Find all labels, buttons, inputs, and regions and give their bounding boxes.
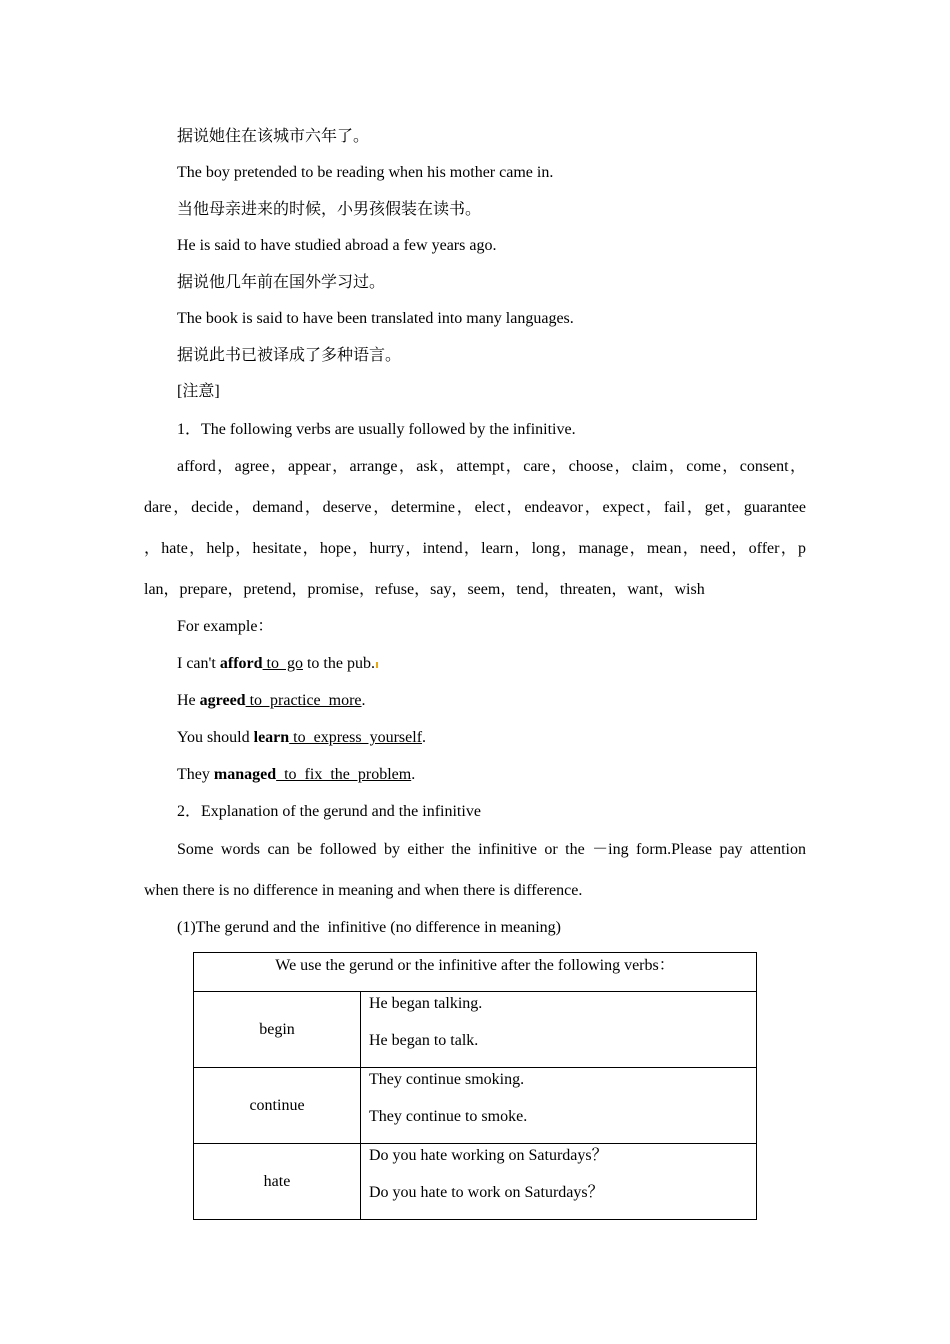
section-heading: 1．The following verbs are usually followed by the infinitive. <box>177 421 576 438</box>
table-header: We use the gerund or the infinitive after the following verbs： <box>194 953 757 992</box>
for-example-label: For example： <box>177 618 274 635</box>
note-label: [注意] <box>177 383 220 400</box>
verb-cell: begin <box>194 992 361 1068</box>
table-row <box>194 1144 757 1220</box>
example-infinitive: to express yourself <box>289 729 423 746</box>
text-line: The book is said to have been translated into many languages. <box>177 310 574 327</box>
table-row <box>194 1068 757 1144</box>
example-post: to the pub. <box>302 655 375 672</box>
verb-list-line: afford，agree，appear，arrange，ask，attempt，care，choose，claim，come，consent， <box>177 458 806 475</box>
example-sentence <box>177 691 366 711</box>
example-infinitive: to practice more <box>245 692 362 709</box>
example-verb: agreed <box>199 692 246 709</box>
verb-cell: continue <box>194 1068 361 1144</box>
example-gerund: Do you hate working on Saturdays？ <box>369 1147 608 1164</box>
text-line: 据说此书已被译成了多种语言。 <box>177 347 402 364</box>
table-header-row <box>194 953 757 992</box>
example-verb: learn <box>253 729 290 746</box>
example-sentence <box>177 728 426 748</box>
verb-list-line: dare，decide，demand，deserve，determine，elect，endeavor，expect，fail，get，guarantee <box>144 499 806 516</box>
text-line: The boy pretended to be reading when his mother came in. <box>177 164 554 181</box>
example-pre: They <box>177 766 214 783</box>
table-row <box>194 992 757 1068</box>
example-pre: I can't <box>177 655 220 672</box>
section-heading: 2．Explanation of the gerund and the infinitive <box>177 803 481 820</box>
paragraph-line: Some words can be followed by either the infinitive or the －ing form.Please pay attention <box>177 841 806 858</box>
example-pre: He <box>177 692 200 709</box>
example-infinitive: to fix the problem <box>276 766 412 783</box>
example-sentence <box>177 765 415 785</box>
example-infinitive: They continue to smoke. <box>369 1108 528 1125</box>
example-cell <box>361 1068 757 1144</box>
example-gerund: They continue smoking. <box>369 1071 525 1088</box>
example-gerund: He began talking. <box>369 995 483 1012</box>
example-infinitive: Do you hate to work on Saturdays？ <box>369 1184 604 1201</box>
verb-table <box>193 952 757 1220</box>
example-infinitive: to go <box>262 655 303 672</box>
example-cell <box>361 992 757 1068</box>
example-infinitive: He began to talk. <box>369 1032 479 1049</box>
example-verb: managed <box>213 766 277 783</box>
verb-cell: hate <box>194 1144 361 1220</box>
example-post: . <box>411 766 416 783</box>
text-line: 据说她住在该城市六年了。 <box>177 128 370 145</box>
example-post: . <box>422 729 427 746</box>
example-sentence <box>177 654 378 674</box>
edit-mark-icon <box>376 662 378 668</box>
verb-list-line: ，hate，help，hesitate，hope，hurry，intend，learn，long，manage，mean，need，offer，p <box>144 540 806 557</box>
example-cell <box>361 1144 757 1220</box>
text-line: 当他母亲进来的时候，小男孩假装在读书。 <box>177 201 482 218</box>
text-line: 据说他几年前在国外学习过。 <box>177 274 386 291</box>
paragraph-line: when there is no difference in meaning and when there is difference. <box>144 882 583 899</box>
text-line: He is said to have studied abroad a few years ago. <box>177 237 497 254</box>
subsection-heading: (1)The gerund and the infinitive (no difference in meaning) <box>177 919 562 936</box>
example-post: . <box>361 692 366 709</box>
example-pre: You should <box>177 729 254 746</box>
example-verb: afford <box>219 655 263 672</box>
verb-list-line: lan，prepare，pretend，promise，refuse，say，seem，tend，threaten，want，wish <box>144 581 705 598</box>
